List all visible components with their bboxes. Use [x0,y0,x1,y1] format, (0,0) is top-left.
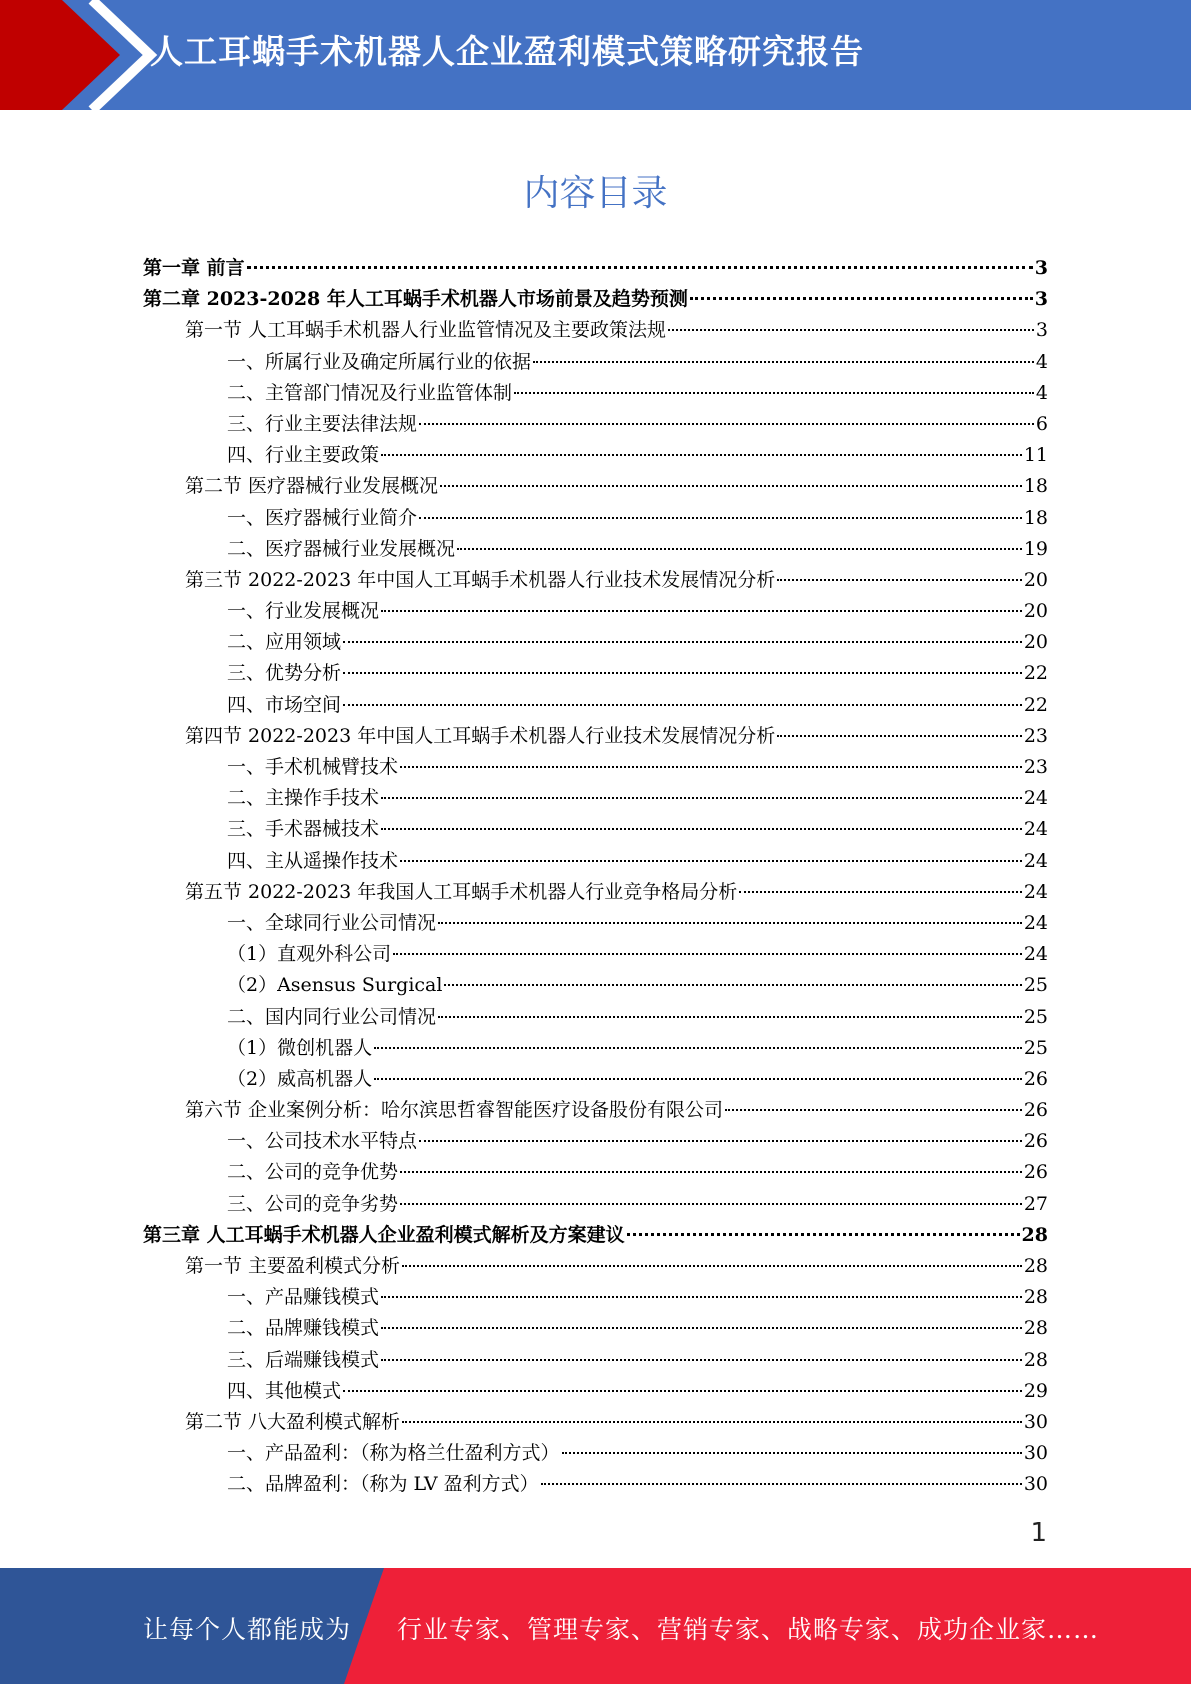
toc-entry-page: 27 [1023,1192,1048,1215]
toc-entry-label: 第三章 人工耳蜗手术机器人企业盈利模式解析及方案建议 [143,1223,625,1246]
toc-dot-leader [514,392,1034,394]
toc-dot-leader [343,1390,1022,1392]
toc-entry[interactable] [143,1095,1048,1126]
toc-entry-label: （2）威高机器人 [227,1067,373,1090]
toc-dot-leader [381,1327,1022,1329]
toc-entry[interactable] [143,783,1048,814]
toc-entry-label: 二、品牌赚钱模式 [227,1317,380,1340]
toc-entry-page: 23 [1023,724,1048,747]
toc-entry-page: 24 [1023,880,1048,903]
toc-entry-page: 28 [1023,1317,1048,1340]
toc-entry-page: 6 [1035,412,1048,435]
toc-entry[interactable] [143,1157,1048,1188]
toc-dot-leader [400,766,1022,768]
toc-dot-leader [457,548,1022,550]
toc-entry-page: 3 [1034,257,1048,279]
toc-entry[interactable] [143,1282,1048,1313]
toc-entry[interactable] [143,471,1048,502]
toc-dot-leader [668,329,1034,331]
toc-dot-leader [541,1483,1022,1485]
toc-entry-page: 28 [1023,1286,1048,1309]
toc-entry-label: 四、行业主要政策 [227,444,380,467]
toc-entry-label: 第四节 2022-2023 年中国人工耳蜗手术机器人行业技术发展情况分析 [185,724,776,747]
toc-entry-page: 24 [1023,911,1048,934]
toc-entry[interactable] [143,721,1048,752]
toc-entry-label: 第六节 企业案例分析：哈尔滨思哲睿智能医疗设备股份有限公司 [185,1099,724,1122]
toc-entry-label: 二、主管部门情况及行业监管体制 [227,381,513,404]
toc-entry-label: 一、全球同行业公司情况 [227,911,437,934]
footer-banner [0,1568,1191,1684]
header-red-arrow [0,0,120,110]
toc-entry-label: 三、优势分析 [227,662,342,685]
toc-dot-leader [419,517,1022,519]
toc-dot-leader [725,1109,1022,1111]
toc-entry[interactable] [143,908,1048,939]
toc-entry-page: 22 [1023,662,1048,685]
toc-entry-label: 三、公司的竞争劣势 [227,1192,399,1215]
page-number: 1 [1030,1518,1047,1548]
toc-dot-leader [438,1016,1022,1018]
toc-entry[interactable] [143,627,1048,658]
toc-entry-page: 26 [1023,1099,1048,1122]
toc-entry-label: 二、主操作手技术 [227,787,380,810]
toc-entry-page: 28 [1023,1348,1048,1371]
toc-dot-leader [381,454,1022,456]
toc-entry-label: 二、应用领域 [227,631,342,654]
toc-entry-label: （1）微创机器人 [227,1036,373,1059]
toc-entry[interactable] [143,284,1048,315]
toc-entry-page: 20 [1023,600,1048,623]
toc-entry-label: 二、医疗器械行业发展概况 [227,537,456,560]
toc-entry[interactable] [143,409,1048,440]
toc-entry-page: 30 [1023,1473,1048,1496]
toc-entry[interactable] [143,1064,1048,1095]
toc-entry-label: 一、医疗器械行业简介 [227,506,418,529]
toc-dot-leader [440,485,1022,487]
toc-entry-page: 22 [1023,693,1048,716]
toc-entry[interactable] [143,1251,1048,1282]
toc-entry[interactable] [143,1126,1048,1157]
toc-entry-page: 4 [1035,381,1048,404]
table-of-contents [143,253,1048,1501]
toc-entry[interactable] [143,1376,1048,1407]
toc-entry-page: 19 [1023,537,1048,560]
footer-slogan-left: 让每个人都能成为 [143,1615,352,1644]
toc-dot-leader [400,1171,1022,1173]
toc-entry-label: 第一节 主要盈利模式分析 [185,1255,401,1277]
toc-entry-label: 第二节 八大盈利模式解析 [185,1410,401,1433]
toc-dot-leader [381,1296,1022,1298]
toc-entry[interactable] [143,315,1048,346]
toc-entry-label: 一、公司技术水平特点 [227,1130,418,1153]
toc-entry[interactable] [143,253,1048,284]
toc-entry[interactable] [143,877,1048,908]
toc-entry[interactable] [143,1313,1048,1344]
toc-entry[interactable] [143,1220,1048,1251]
toc-entry-page: 11 [1023,444,1048,467]
toc-dot-leader [419,423,1034,425]
toc-entry-page: 30 [1023,1410,1048,1433]
toc-entry-label: 四、其他模式 [227,1379,342,1402]
toc-entry-label: 一、手术机械臂技术 [227,756,399,778]
report-title: 人工耳蜗手术机器人企业盈利模式策略研究报告 [150,32,864,71]
toc-heading: 内容目录 [523,173,668,214]
toc-dot-leader [444,984,1021,986]
toc-dot-leader [400,1203,1022,1205]
toc-entry-label: 四、市场空间 [227,693,342,716]
toc-entry[interactable] [143,939,1048,970]
toc-entry-label: 四、主从遥操作技术 [227,849,399,872]
toc-entry-page: 29 [1023,1379,1048,1402]
toc-entry-label: 二、公司的竞争优势 [227,1161,399,1184]
toc-entry-label: 一、产品赚钱模式 [227,1286,380,1309]
toc-entry-label: 一、所属行业及确定所属行业的依据 [227,350,532,373]
toc-entry-page: 28 [1021,1223,1048,1246]
toc-entry-page: 24 [1023,818,1048,841]
toc-dot-leader [343,704,1022,706]
toc-entry[interactable] [143,752,1048,783]
toc-dot-leader [381,610,1022,612]
toc-entry[interactable] [143,347,1048,378]
toc-entry-page: 24 [1023,787,1048,810]
toc-entry[interactable] [143,814,1048,845]
toc-entry-page: 25 [1023,1036,1048,1059]
toc-entry-label: （1）直观外科公司 [227,943,392,966]
toc-entry[interactable] [143,1002,1048,1033]
toc-entry-label: 第一节 人工耳蜗手术机器人行业监管情况及主要政策法规 [185,319,667,342]
toc-entry[interactable] [143,1407,1048,1438]
toc-entry[interactable] [143,596,1048,627]
toc-dot-leader [374,1047,1022,1049]
toc-dot-leader [381,797,1022,799]
toc-entry[interactable] [143,1033,1048,1064]
toc-dot-leader [400,860,1022,862]
toc-entry[interactable] [143,565,1048,596]
toc-entry[interactable] [143,503,1048,534]
toc-entry-page: 20 [1023,568,1048,591]
toc-entry-label: 三、后端赚钱模式 [227,1348,380,1371]
toc-dot-leader [690,297,1033,300]
toc-entry-label: 三、手术器械技术 [227,818,380,841]
toc-entry[interactable] [143,846,1048,877]
toc-entry[interactable] [143,970,1048,1001]
footer-slogan-right: 行业专家、管理专家、营销专家、战略专家、成功企业家…… [397,1615,1100,1644]
toc-entry-page: 18 [1023,506,1048,529]
toc-entry-page: 26 [1023,1067,1048,1090]
toc-entry-page: 3 [1035,319,1048,342]
toc-entry[interactable] [143,658,1048,689]
toc-entry-page: 3 [1034,288,1048,311]
toc-dot-leader [381,1359,1022,1361]
toc-entry-page: 24 [1023,849,1048,872]
toc-entry[interactable] [143,690,1048,721]
toc-dot-leader [374,1078,1022,1080]
toc-entry-label: 一、产品盈利：（称为格兰仕盈利方式） [227,1442,560,1465]
toc-entry[interactable] [143,1438,1048,1469]
toc-dot-leader [739,891,1022,893]
toc-entry-page: 26 [1023,1161,1048,1184]
toc-entry-label: （2）Asensus Surgical [227,974,443,997]
toc-entry-label: 三、行业主要法律法规 [227,412,418,435]
toc-entry-page: 24 [1023,943,1048,966]
toc-entry-page: 26 [1023,1130,1048,1153]
toc-dot-leader [419,1140,1022,1142]
toc-dot-leader [402,1421,1022,1423]
toc-entry[interactable] [143,1189,1048,1220]
toc-entry[interactable] [143,1345,1048,1376]
toc-dot-leader [533,361,1034,363]
toc-entry-label: 第二节 医疗器械行业发展概况 [185,475,439,498]
toc-entry-page: 25 [1023,1005,1048,1028]
toc-entry-label: 一、行业发展概况 [227,600,380,623]
toc-entry-page: 18 [1023,475,1048,498]
toc-entry-page: 20 [1023,631,1048,654]
toc-entry-page: 25 [1023,974,1048,997]
header-banner [0,0,1191,110]
toc-entry[interactable] [143,1469,1048,1500]
toc-dot-leader [247,266,1033,269]
toc-entry-page: 28 [1023,1255,1048,1277]
toc-entry-page: 30 [1023,1442,1048,1465]
toc-dot-leader [343,641,1022,643]
toc-dot-leader [393,953,1022,955]
toc-dot-leader [627,1233,1020,1236]
toc-entry-label: 二、国内同行业公司情况 [227,1005,437,1028]
toc-entry-label: 二、品牌盈利：（称为 LV 盈利方式） [227,1473,539,1496]
toc-entry-label: 第五节 2022-2023 年我国人工耳蜗手术机器人行业竞争格局分析 [185,880,738,903]
toc-entry-label: 第三节 2022-2023 年中国人工耳蜗手术机器人行业技术发展情况分析 [185,568,776,591]
toc-entry-page: 23 [1023,756,1048,778]
toc-entry-label: 第一章 前言 [143,257,245,279]
toc-dot-leader [562,1452,1022,1454]
toc-dot-leader [777,735,1022,737]
toc-entry[interactable] [143,534,1048,565]
toc-entry-label: 第二章 2023-2028 年人工耳蜗手术机器人市场前景及趋势预测 [143,288,688,311]
toc-entry-page: 4 [1035,350,1048,373]
toc-entry[interactable] [143,440,1048,471]
toc-dot-leader [777,579,1022,581]
toc-dot-leader [343,672,1022,674]
toc-entry[interactable] [143,378,1048,409]
toc-dot-leader [438,922,1022,924]
toc-dot-leader [402,1265,1022,1267]
toc-dot-leader [381,828,1022,830]
